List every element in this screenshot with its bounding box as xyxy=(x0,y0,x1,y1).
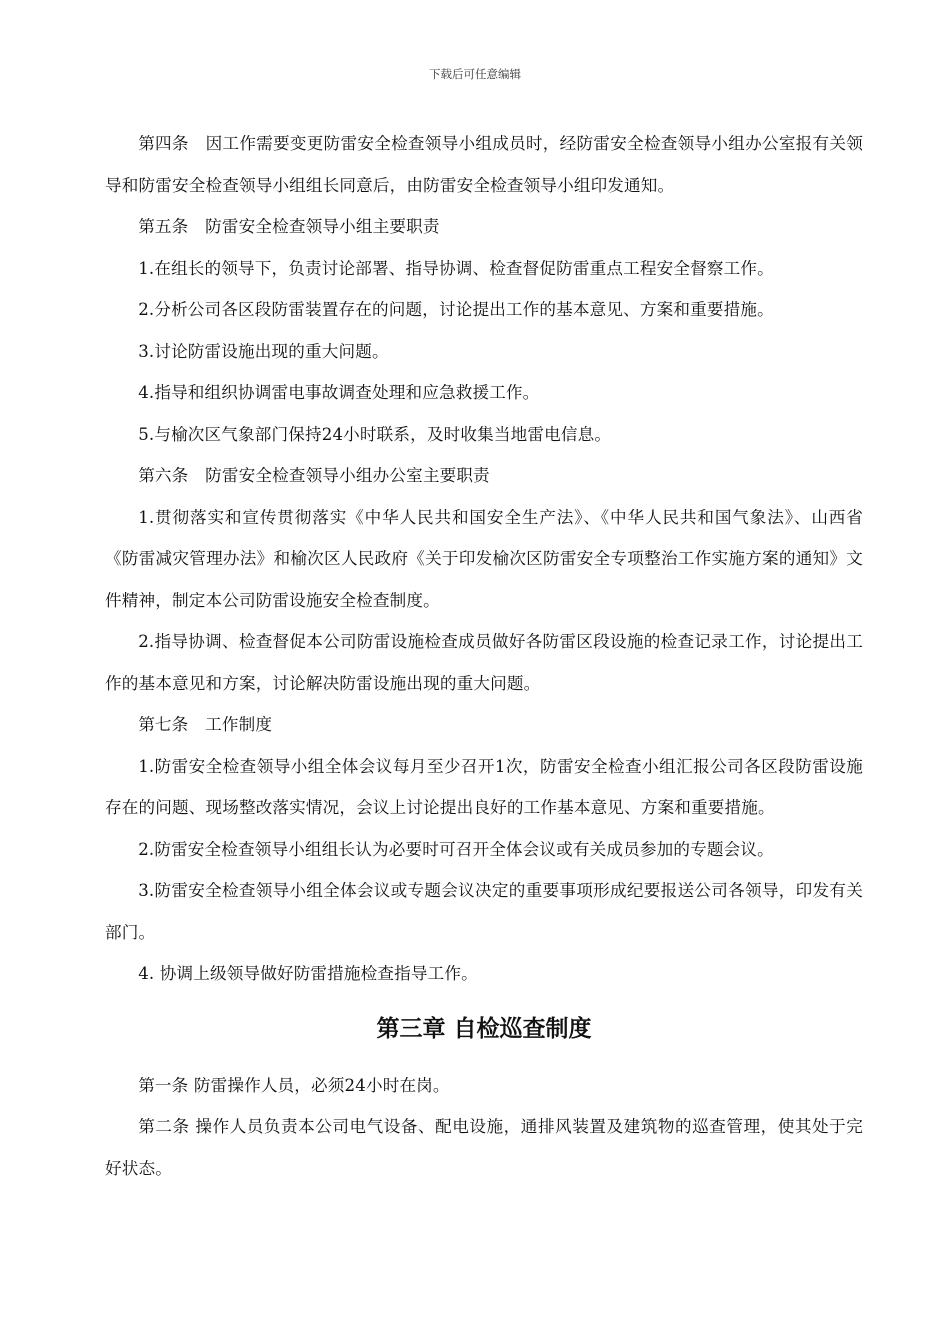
article-7-item-2: 2.防雷安全检查领导小组组长认为必要时可召开全体会议或有关成员参加的专题会议。 xyxy=(138,839,774,859)
section-paragraphs-b xyxy=(105,1065,863,1190)
article-7-item-4: 4. 协调上级领导做好防雷措施检查指导工作。 xyxy=(138,964,478,983)
chapter3-article-1: 第一条 防雷操作人员，必须24小时在岗。 xyxy=(138,1075,450,1095)
article-5-item-4: 4.指导和组织协调雷电事故调查处理和应急救援工作。 xyxy=(138,383,540,402)
article-6-item-1: 1.贯彻落实和宣传贯彻落实《中华人民共和国安全生产法》、《中华人民共和国气象法》、山西省《防雷减灾管理办法》和榆次区人民政府《关于印发榆次区防雷安全专项整治工作实施方案的通知》文件精神，制定本公司防雷设施安全检查制度。 xyxy=(105,507,863,610)
article-5-item-5: 5.与榆次区气象部门保持24小时联系，及时收集当地雷电信息。 xyxy=(138,424,612,444)
chapter3-article-2: 第二条 操作人员负责本公司电气设备、配电设施，通排风装置及建筑物的巡查管理，使其处于完好状态。 xyxy=(105,1117,863,1178)
article-5-item-2: 2.分析公司各区段防雷装置存在的问题，讨论提出工作的基本意见、方案和重要措施。 xyxy=(138,300,774,319)
article-6-heading: 第六条 防雷安全检查领导小组办公室主要职责 xyxy=(138,466,490,485)
article-6-item-2: 2.指导协调、检查督促本公司防雷设施检查成员做好各防雷区段设施的检查记录工作，讨论提出工作的基本意见和方案，讨论解决防雷设施出现的重大问题。 xyxy=(105,632,863,693)
document-body xyxy=(105,123,863,1189)
article-5-heading: 第五条 防雷安全检查领导小组主要职责 xyxy=(138,217,440,236)
article-4: 第四条 因工作需要变更防雷安全检查领导小组成员时，经防雷安全检查领导小组办公室报有关领导和防雷安全检查领导小组组长同意后，由防雷安全检查领导小组印发通知。 xyxy=(105,134,863,195)
page-header: 下载后可任意编辑 xyxy=(429,67,521,81)
article-5-item-3: 3.讨论防雷设施出现的重大问题。 xyxy=(138,341,389,361)
article-7-heading: 第七条 工作制度 xyxy=(138,715,273,734)
article-7-item-3: 3.防雷安全检查领导小组全体会议或专题会议决定的重要事项形成纪要报送公司各领导，印发有关部门。 xyxy=(105,881,863,942)
chapter-title: 第三章 自检巡查制度 xyxy=(376,1015,592,1042)
article-7-item-1: 1.防雷安全检查领导小组全体会议每月至少召开1次，防雷安全检查小组汇报公司各区段防雷设施存在的问题、现场整改落实情况，会议上讨论提出良好的工作基本意见、方案和重要措施。 xyxy=(105,756,863,817)
section-paragraphs-a xyxy=(105,123,863,995)
article-5-item-1: 1.在组长的领导下，负责讨论部署、指导协调、检查督促防雷重点工程安全督察工作。 xyxy=(138,258,774,278)
